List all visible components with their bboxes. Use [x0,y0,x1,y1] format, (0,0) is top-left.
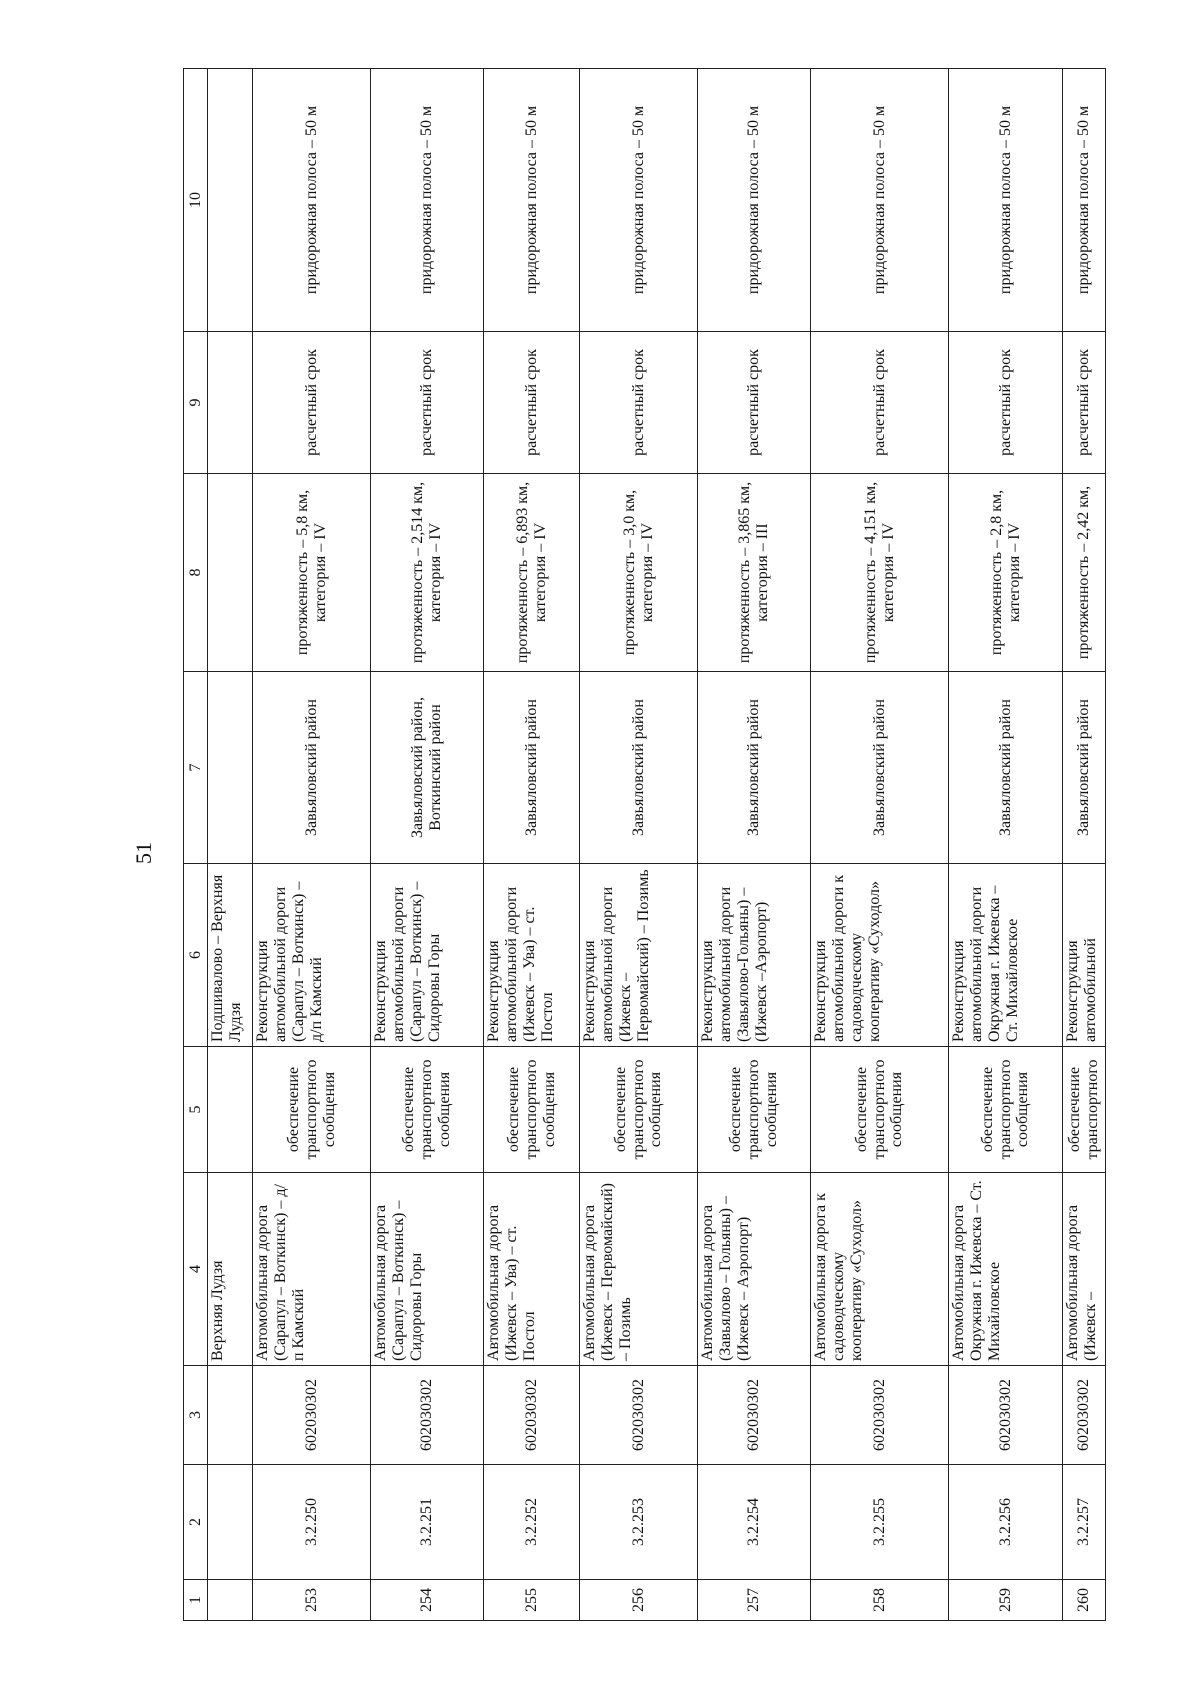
cont-cell-2 [208,1465,253,1580]
registry-table [183,68,1106,1621]
object-parameters: протяженность – 3,865 км, категория – III [697,474,810,672]
implementation-term: расчетный срок [371,332,484,474]
rotated-table-container [183,69,1106,1621]
table-row [811,69,949,1621]
oktmo-code: 602030302 [1063,1366,1106,1465]
row-number: 258 [811,1580,949,1621]
object-purpose: обеспечение транспортного сообщения [253,1047,371,1173]
table-row [580,69,698,1621]
object-code: 3.2.252 [484,1465,580,1580]
object-parameters: протяженность – 2,42 км, [1063,474,1106,672]
page-number: 51 [131,842,156,864]
oktmo-code: 602030302 [811,1366,949,1465]
object-location: Завьяловский район [253,672,371,864]
implementation-term: расчетный срок [948,332,1062,474]
object-purpose: обеспечение транспортного сообщения [811,1047,949,1173]
object-purpose: обеспечение транспортного сообщения [580,1047,698,1173]
object-code: 3.2.256 [948,1465,1062,1580]
object-location: Завьяловский район [580,672,698,864]
cont-cell-10 [208,69,253,332]
header-cell-6: 6 [184,864,208,1047]
header-cell-8: 8 [184,474,208,672]
implementation-term: расчетный срок [580,332,698,474]
header-cell-5: 5 [184,1047,208,1173]
object-action: Реконструкция автомобильной [1063,864,1106,1047]
object-name: Автомобильная дорога (Сарапул – Воткинск) – Сидоровы Горы [371,1173,484,1366]
header-cell-1: 1 [184,1580,208,1621]
restriction-zone: придорожная полоса – 50 м [1063,69,1106,332]
object-parameters: протяженность – 6,893 км, категория – IV [484,474,580,672]
object-action: Реконструкция автомобильной дороги (Завьялово-Гольяны) – (Ижевск –Аэропорт) [697,864,810,1047]
header-row [184,69,208,1621]
table-row [948,69,1062,1621]
object-purpose: обеспечение транспортного [1063,1047,1106,1173]
object-location: Завьяловский район [948,672,1062,864]
cont-cell-1 [208,1580,253,1621]
object-purpose: обеспечение транспортного сообщения [697,1047,810,1173]
object-code: 3.2.251 [371,1465,484,1580]
object-location: Завьяловский район [697,672,810,864]
oktmo-code: 602030302 [580,1366,698,1465]
object-name: Автомобильная дорога (Ижевск – Ува) – ст. Постол [484,1173,580,1366]
table-row [1063,69,1106,1621]
oktmo-code: 602030302 [253,1366,371,1465]
oktmo-code: 602030302 [948,1366,1062,1465]
cont-action: Подшивалово – Верхняя Лудзя [208,864,253,1047]
object-name: Автомобильная дорога (Ижевск – Первомайский) – Позимь [580,1173,698,1366]
implementation-term: расчетный срок [253,332,371,474]
object-name: Автомобильная дорога к садоводческому кооперативу «Суходол» [811,1173,949,1366]
object-location: Завьяловский район [811,672,949,864]
row-number: 259 [948,1580,1062,1621]
row-number: 253 [253,1580,371,1621]
table-row [697,69,810,1621]
object-purpose: обеспечение транспортного сообщения [484,1047,580,1173]
implementation-term: расчетный срок [697,332,810,474]
cont-cell-8 [208,474,253,672]
implementation-term: расчетный срок [811,332,949,474]
object-purpose: обеспечение транспортного сообщения [948,1047,1062,1173]
object-code: 3.2.257 [1063,1465,1106,1580]
object-code: 3.2.254 [697,1465,810,1580]
object-parameters: протяженность – 3,0 км, категория – IV [580,474,698,672]
object-location: Завьяловский район [1063,672,1106,864]
header-cell-3: 3 [184,1366,208,1465]
header-cell-2: 2 [184,1465,208,1580]
header-cell-4: 4 [184,1173,208,1366]
header-cell-7: 7 [184,672,208,864]
object-action: Реконструкция автомобильной дороги (Ижевск – Первомайский) – Позимь [580,864,698,1047]
cont-cell-5 [208,1047,253,1173]
object-name: Автомобильная дорога (Сарапул – Воткинск) – д/п Камский [253,1173,371,1366]
table-row [371,69,484,1621]
object-name: Автомобильная дорога (Завьялово – Гольяны) – (Ижевск – Аэропорт) [697,1173,810,1366]
row-number: 257 [697,1580,810,1621]
restriction-zone: придорожная полоса – 50 м [253,69,371,332]
object-action: Реконструкция автомобильной дороги Окружная г. Ижевска – Ст. Михайловское [948,864,1062,1047]
object-code: 3.2.253 [580,1465,698,1580]
implementation-term: расчетный срок [1063,332,1106,474]
object-name: Автомобильная дорога (Ижевск – [1063,1173,1106,1366]
object-parameters: протяженность – 4,151 км, категория – IV [811,474,949,672]
object-action: Реконструкция автомобильной дороги (Ижевск – Ува) – ст. Постол [484,864,580,1047]
object-purpose: обеспечение транспортного сообщения [371,1047,484,1173]
restriction-zone: придорожная полоса – 50 м [948,69,1062,332]
object-action: Реконструкция автомобильной дороги (Сарапул – Воткинск) – д/п Камский [253,864,371,1047]
continuation-row [208,69,253,1621]
header-cell-10: 10 [184,69,208,332]
object-action: Реконструкция автомобильной дороги (Сарапул – Воткинск) – Сидоровы Горы [371,864,484,1047]
restriction-zone: придорожная полоса – 50 м [371,69,484,332]
object-parameters: протяженность – 5,8 км, категория – IV [253,474,371,672]
object-location: Завьяловский район, Воткинский район [371,672,484,864]
restriction-zone: придорожная полоса – 50 м [811,69,949,332]
cont-cell-3 [208,1366,253,1465]
object-location: Завьяловский район [484,672,580,864]
row-number: 255 [484,1580,580,1621]
cont-cell-9 [208,332,253,474]
implementation-term: расчетный срок [484,332,580,474]
object-parameters: протяженность – 2,8 км, категория – IV [948,474,1062,672]
table-row [253,69,371,1621]
oktmo-code: 602030302 [371,1366,484,1465]
header-cell-9: 9 [184,332,208,474]
object-parameters: протяженность – 2,514 км, категория – IV [371,474,484,672]
oktmo-code: 602030302 [484,1366,580,1465]
restriction-zone: придорожная полоса – 50 м [484,69,580,332]
oktmo-code: 602030302 [697,1366,810,1465]
object-code: 3.2.255 [811,1465,949,1580]
restriction-zone: придорожная полоса – 50 м [697,69,810,332]
cont-cell-7 [208,672,253,864]
restriction-zone: придорожная полоса – 50 м [580,69,698,332]
table-row [484,69,580,1621]
row-number: 260 [1063,1580,1106,1621]
object-code: 3.2.250 [253,1465,371,1580]
object-action: Реконструкция автомобильной дороги к садоводческому кооперативу «Суходол» [811,864,949,1047]
row-number: 256 [580,1580,698,1621]
cont-name: Верхняя Лудзя [208,1173,253,1366]
object-name: Автомобильная дорога Окружная г. Ижевска – Ст. Михайловское [948,1173,1062,1366]
row-number: 254 [371,1580,484,1621]
